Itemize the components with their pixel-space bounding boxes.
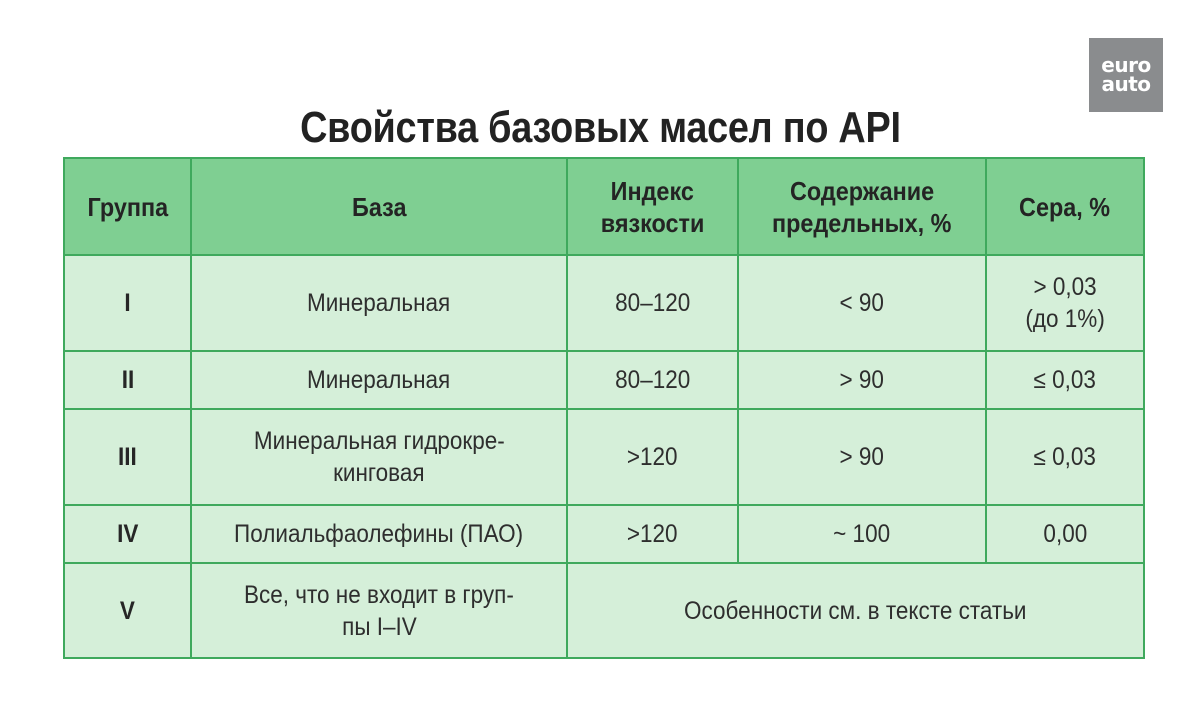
cell-viscosity: 80–120 [567,255,738,351]
cell-viscosity: >120 [567,409,738,505]
logo-line-1: euro [1101,53,1151,77]
table-row [64,409,1144,505]
cell-group: IV [64,505,191,563]
cell-base: Минеральная [191,351,567,409]
page-title: Свойства базовых масел по API [300,103,901,152]
header-sulfur: Сера, % [986,158,1144,255]
cell-viscosity: 80–120 [567,351,738,409]
header-group: Группа [64,158,191,255]
table-row [64,255,1144,351]
header-row [64,158,1144,255]
cell-sulfur: ≤ 0,03 [986,409,1144,505]
logo-line-2: auto [1101,72,1151,96]
cell-base: Минеральная [191,255,567,351]
header-base: База [191,158,567,255]
cell-group: II [64,351,191,409]
cell-group: III [64,409,191,505]
cell-base: Минеральная гидрокре- кинговая [191,409,567,505]
header-saturates: Содержание предельных, % [738,158,986,255]
header-viscosity: Индекс вязкости [567,158,738,255]
table-row [64,563,1144,658]
cell-viscosity: >120 [567,505,738,563]
cell-note: Особенности см. в тексте статьи [567,563,1144,658]
cell-sulfur: ≤ 0,03 [986,351,1144,409]
cell-saturates: > 90 [738,409,986,505]
base-oils-table [63,157,1145,659]
table-row [64,505,1144,563]
cell-saturates: ~ 100 [738,505,986,563]
cell-saturates: > 90 [738,351,986,409]
cell-base: Полиальфаолефины (ПАО) [191,505,567,563]
cell-group: V [64,563,191,658]
cell-sulfur: 0,00 [986,505,1144,563]
cell-group: I [64,255,191,351]
cell-saturates: < 90 [738,255,986,351]
cell-base: Все, что не входит в груп- пы I–IV [191,563,567,658]
cell-sulfur: > 0,03 (до 1%) [986,255,1144,351]
table-row [64,351,1144,409]
